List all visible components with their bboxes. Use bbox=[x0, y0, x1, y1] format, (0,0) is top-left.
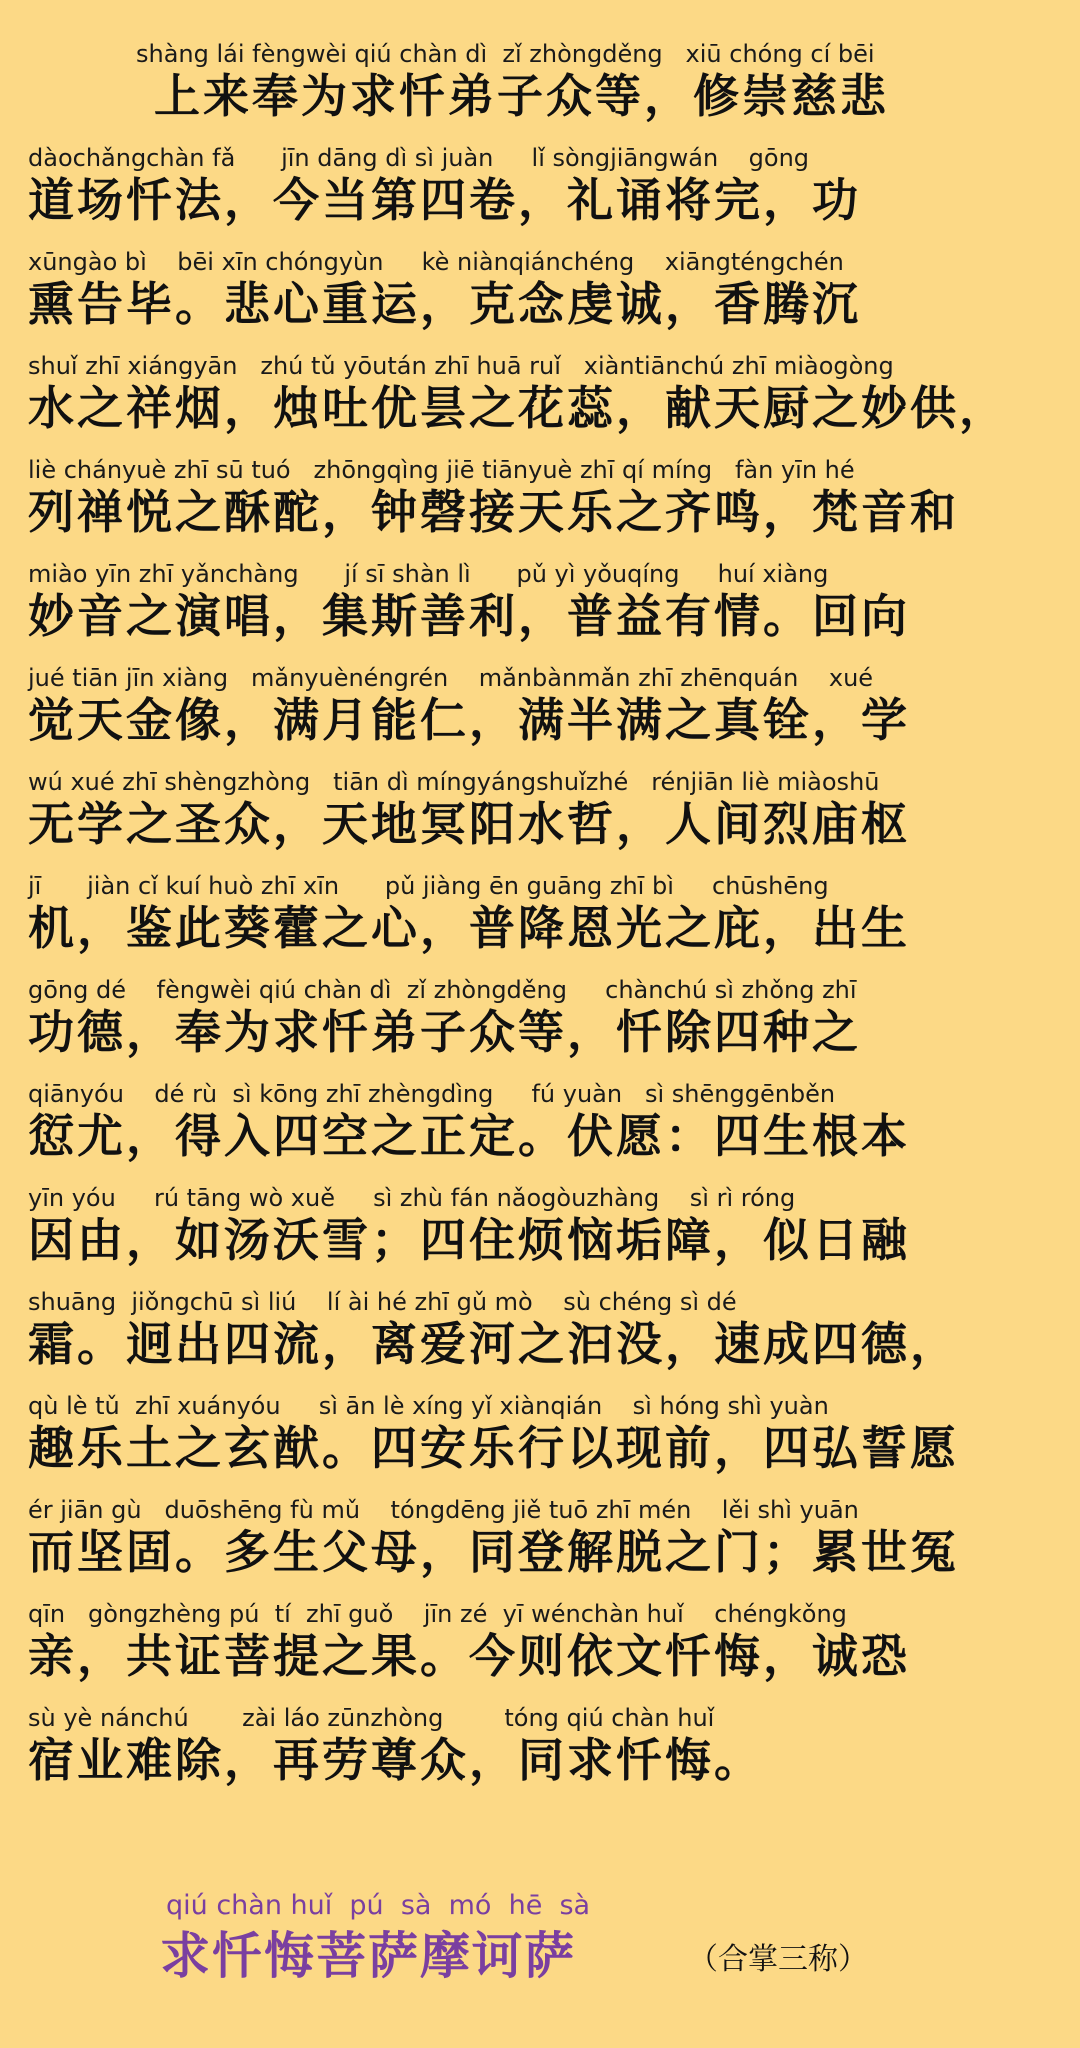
scripture-line bbox=[28, 248, 1068, 352]
hanzi-text: 无学之圣众，天地冥阳水哲，人间烈庙枢 bbox=[28, 797, 910, 851]
pinyin-text: miào yīn zhī yǎnchàng jí sī shàn lì pǔ yì yǒuqíng huí xiàng bbox=[28, 560, 829, 588]
hanzi-text: 列禅悦之酥酡，钟磬接天乐之齐鸣，梵音和 bbox=[28, 485, 959, 539]
pinyin-text: dàochǎngchàn fǎ jīn dāng dì sì juàn lǐ sòngjiāngwán gōng bbox=[28, 144, 810, 172]
hanzi-text: 因由，如汤沃雪；四住烦恼垢障，似日融 bbox=[28, 1213, 910, 1267]
hanzi-text: 熏告毕。悲心重运，克念虔诚，香腾沉 bbox=[28, 277, 861, 331]
hanzi-text: 趣乐土之玄猷。四安乐行以现前，四弘誓愿 bbox=[28, 1421, 959, 1475]
pinyin-text: qiānyóu dé rù sì kōng zhī zhèngdìng fú yuàn sì shēnggēnběn bbox=[28, 1080, 836, 1108]
hanzi-text: 妙音之演唱，集斯善利，普益有情。回向 bbox=[28, 589, 910, 643]
hanzi-text: 上来奉为求忏弟子众等，修崇慈悲 bbox=[154, 69, 889, 123]
hanzi-text: 机，鉴此葵藿之心，普降恩光之庇，出生 bbox=[28, 901, 910, 955]
pinyin-text: shàng lái fèngwèi qiú chàn dì zǐ zhòngděng xiū chóng cí bēi bbox=[136, 40, 875, 68]
hanzi-text: 道场忏法，今当第四卷，礼诵将完，功 bbox=[28, 173, 861, 227]
scripture-line bbox=[28, 664, 1068, 768]
scripture-line bbox=[28, 768, 1068, 872]
pinyin-text: sù yè nánchú zài láo zūnzhòng tóng qiú chàn huǐ bbox=[28, 1704, 715, 1732]
scripture-line bbox=[28, 1704, 1068, 1808]
hanzi-text: 宿业难除，再劳尊众，同求忏悔。 bbox=[28, 1733, 763, 1787]
scripture-line bbox=[28, 144, 1068, 248]
invocation-title: 求忏悔菩萨摩诃萨 bbox=[160, 1926, 576, 1985]
scripture-line bbox=[28, 976, 1068, 1080]
pinyin-text: shuǐ zhī xiángyān zhú tǔ yōután zhī huā ruǐ xiàntiānchú zhī miàogòng bbox=[28, 352, 894, 380]
scripture-line bbox=[28, 1392, 1068, 1496]
pinyin-text: jué tiān jīn xiàng mǎnyuènéngrén mǎnbànmǎn zhī zhēnquán xué bbox=[28, 664, 874, 692]
pinyin-text: ér jiān gù duōshēng fù mǔ tóngdēng jiě tuō zhī mén lěi shì yuān bbox=[28, 1496, 859, 1524]
pinyin-text: liè chányuè zhī sū tuó zhōngqìng jiē tiānyuè zhī qí míng fàn yīn hé bbox=[28, 456, 855, 484]
pinyin-text: yīn yóu rú tāng wò xuě sì zhù fán nǎogòuzhàng sì rì róng bbox=[28, 1184, 796, 1212]
pinyin-text: jī jiàn cǐ kuí huò zhī xīn pǔ jiàng ēn guāng zhī bì chūshēng bbox=[28, 872, 829, 900]
pinyin-text: qù lè tǔ zhī xuányóu sì ān lè xíng yǐ xiànqián sì hóng shì yuàn bbox=[28, 1392, 829, 1420]
hanzi-text: 水之祥烟，烛吐优昙之花蕊，献天厨之妙供， bbox=[28, 381, 1008, 435]
scripture-line bbox=[28, 1288, 1068, 1392]
scripture-line bbox=[28, 1600, 1068, 1704]
scripture-lines bbox=[28, 40, 1068, 1808]
scripture-line bbox=[28, 40, 1068, 144]
scripture-line bbox=[28, 560, 1068, 664]
hanzi-text: 觉天金像，满月能仁，满半满之真铨，学 bbox=[28, 693, 910, 747]
hanzi-text: 而坚固。多生父母，同登解脱之门；累世冤 bbox=[28, 1525, 959, 1579]
pinyin-text: qīn gòngzhèng pú tí zhī guǒ jīn zé yī wénchàn huǐ chéngkǒng bbox=[28, 1600, 847, 1628]
scripture-line bbox=[28, 1184, 1068, 1288]
hanzi-text: 亲，共证菩提之果。今则依文忏悔，诚恐 bbox=[28, 1629, 910, 1683]
hanzi-text: 愆尤，得入四空之正定。伏愿：四生根本 bbox=[28, 1109, 910, 1163]
pinyin-text: gōng dé fèngwèi qiú chàn dì zǐ zhòngděng chànchú sì zhǒng zhī bbox=[28, 976, 857, 1004]
invocation-pinyin: qiú chàn huǐ pú sà mó hē sà bbox=[166, 1890, 591, 1921]
scripture-line bbox=[28, 872, 1068, 976]
scripture-line bbox=[28, 352, 1068, 456]
scripture-line bbox=[28, 456, 1068, 560]
recitation-note: （合掌三称） bbox=[688, 1942, 868, 1977]
hanzi-text: 功德，奉为求忏弟子众等，忏除四种之 bbox=[28, 1005, 861, 1059]
scripture-line bbox=[28, 1496, 1068, 1600]
hanzi-text: 霜。迥出四流，离爱河之汩没，速成四德， bbox=[28, 1317, 959, 1371]
pinyin-text: xūngào bì bēi xīn chóngyùn kè niànqiánchéng xiāngténgchén bbox=[28, 248, 844, 276]
pinyin-text: wú xué zhī shèngzhòng tiān dì míngyángshuǐzhé rénjiān liè miàoshū bbox=[28, 768, 880, 796]
scripture-line bbox=[28, 1080, 1068, 1184]
pinyin-text: shuāng jiǒngchū sì liú lí ài hé zhī gǔ mò sù chéng sì dé bbox=[28, 1288, 737, 1316]
